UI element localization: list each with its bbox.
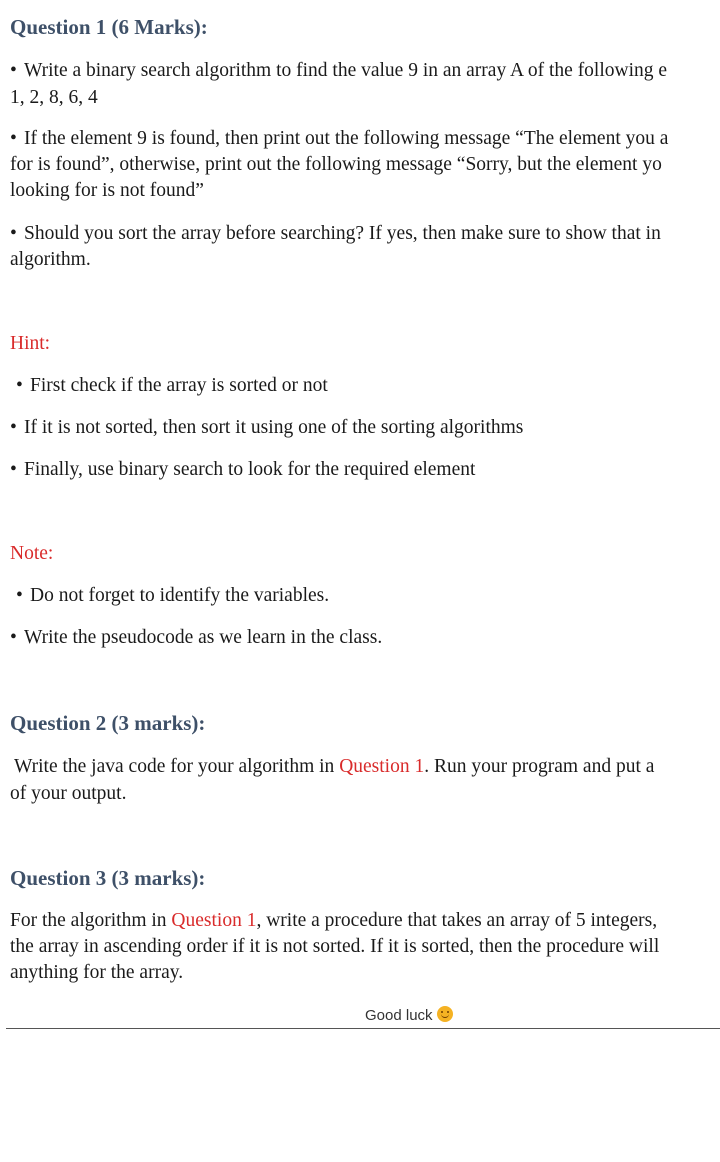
hint-label: Hint: [10, 333, 51, 354]
q2-line-1: Write the java code for your algorithm in Question 1. Run your program and put a [14, 756, 655, 777]
q1-bullet-1-line-1: • Write a binary search algorithm to find the value 9 in an array A of the following e [10, 58, 667, 84]
question-1-reference: Question 1 [339, 756, 425, 777]
q2-line-2: of your output. [10, 783, 127, 804]
bullet: • [10, 627, 17, 648]
bullet: • [10, 459, 17, 480]
q3-line-2: the array in ascending order if it is not sorted. If it is sorted, then the procedure will [10, 936, 660, 957]
smiley-icon [437, 1006, 453, 1022]
good-luck-footer: Good luck [365, 1006, 453, 1026]
bullet: • [10, 60, 17, 81]
q1-bullet-2-line-1: • If the element 9 is found, then print out the following message “The element you a [10, 126, 668, 152]
bullet: • [16, 585, 23, 606]
note-item-1: • Do not forget to identify the variables. [16, 583, 329, 609]
q1-bullet-2-line-3: looking for is not found” [10, 180, 204, 201]
q3-line-3: anything for the array. [10, 962, 184, 983]
question-1-heading: Question 1 (6 Marks): [10, 15, 208, 39]
bullet: • [10, 223, 17, 244]
q1-bullet-1-line-2: 1, 2, 8, 6, 4 [10, 87, 98, 108]
q1-bullet-3-line-1: • Should you sort the array before searching? If yes, then make sure to show that in [10, 221, 661, 247]
hint-item-2: • If it is not sorted, then sort it using one of the sorting algorithms [10, 415, 523, 441]
hint-item-1: • First check if the array is sorted or not [16, 373, 328, 399]
bullet: • [16, 375, 23, 396]
question-1-reference: Question 1 [171, 910, 257, 931]
bullet: • [10, 417, 17, 438]
question-2-heading: Question 2 (3 marks): [10, 711, 206, 735]
q3-line-1: For the algorithm in Question 1, write a procedure that takes an array of 5 integers, [10, 910, 658, 931]
q1-bullet-3-line-2: algorithm. [10, 249, 91, 270]
bullet: • [10, 128, 17, 149]
footer-divider [6, 1028, 720, 1029]
hint-item-3: • Finally, use binary search to look for the required element [10, 457, 475, 483]
note-item-2: • Write the pseudocode as we learn in the class. [10, 625, 382, 651]
q1-bullet-2-line-2: for is found”, otherwise, print out the following message “Sorry, but the element yo [10, 154, 662, 175]
note-label: Note: [10, 543, 54, 564]
question-3-heading: Question 3 (3 marks): [10, 866, 206, 890]
